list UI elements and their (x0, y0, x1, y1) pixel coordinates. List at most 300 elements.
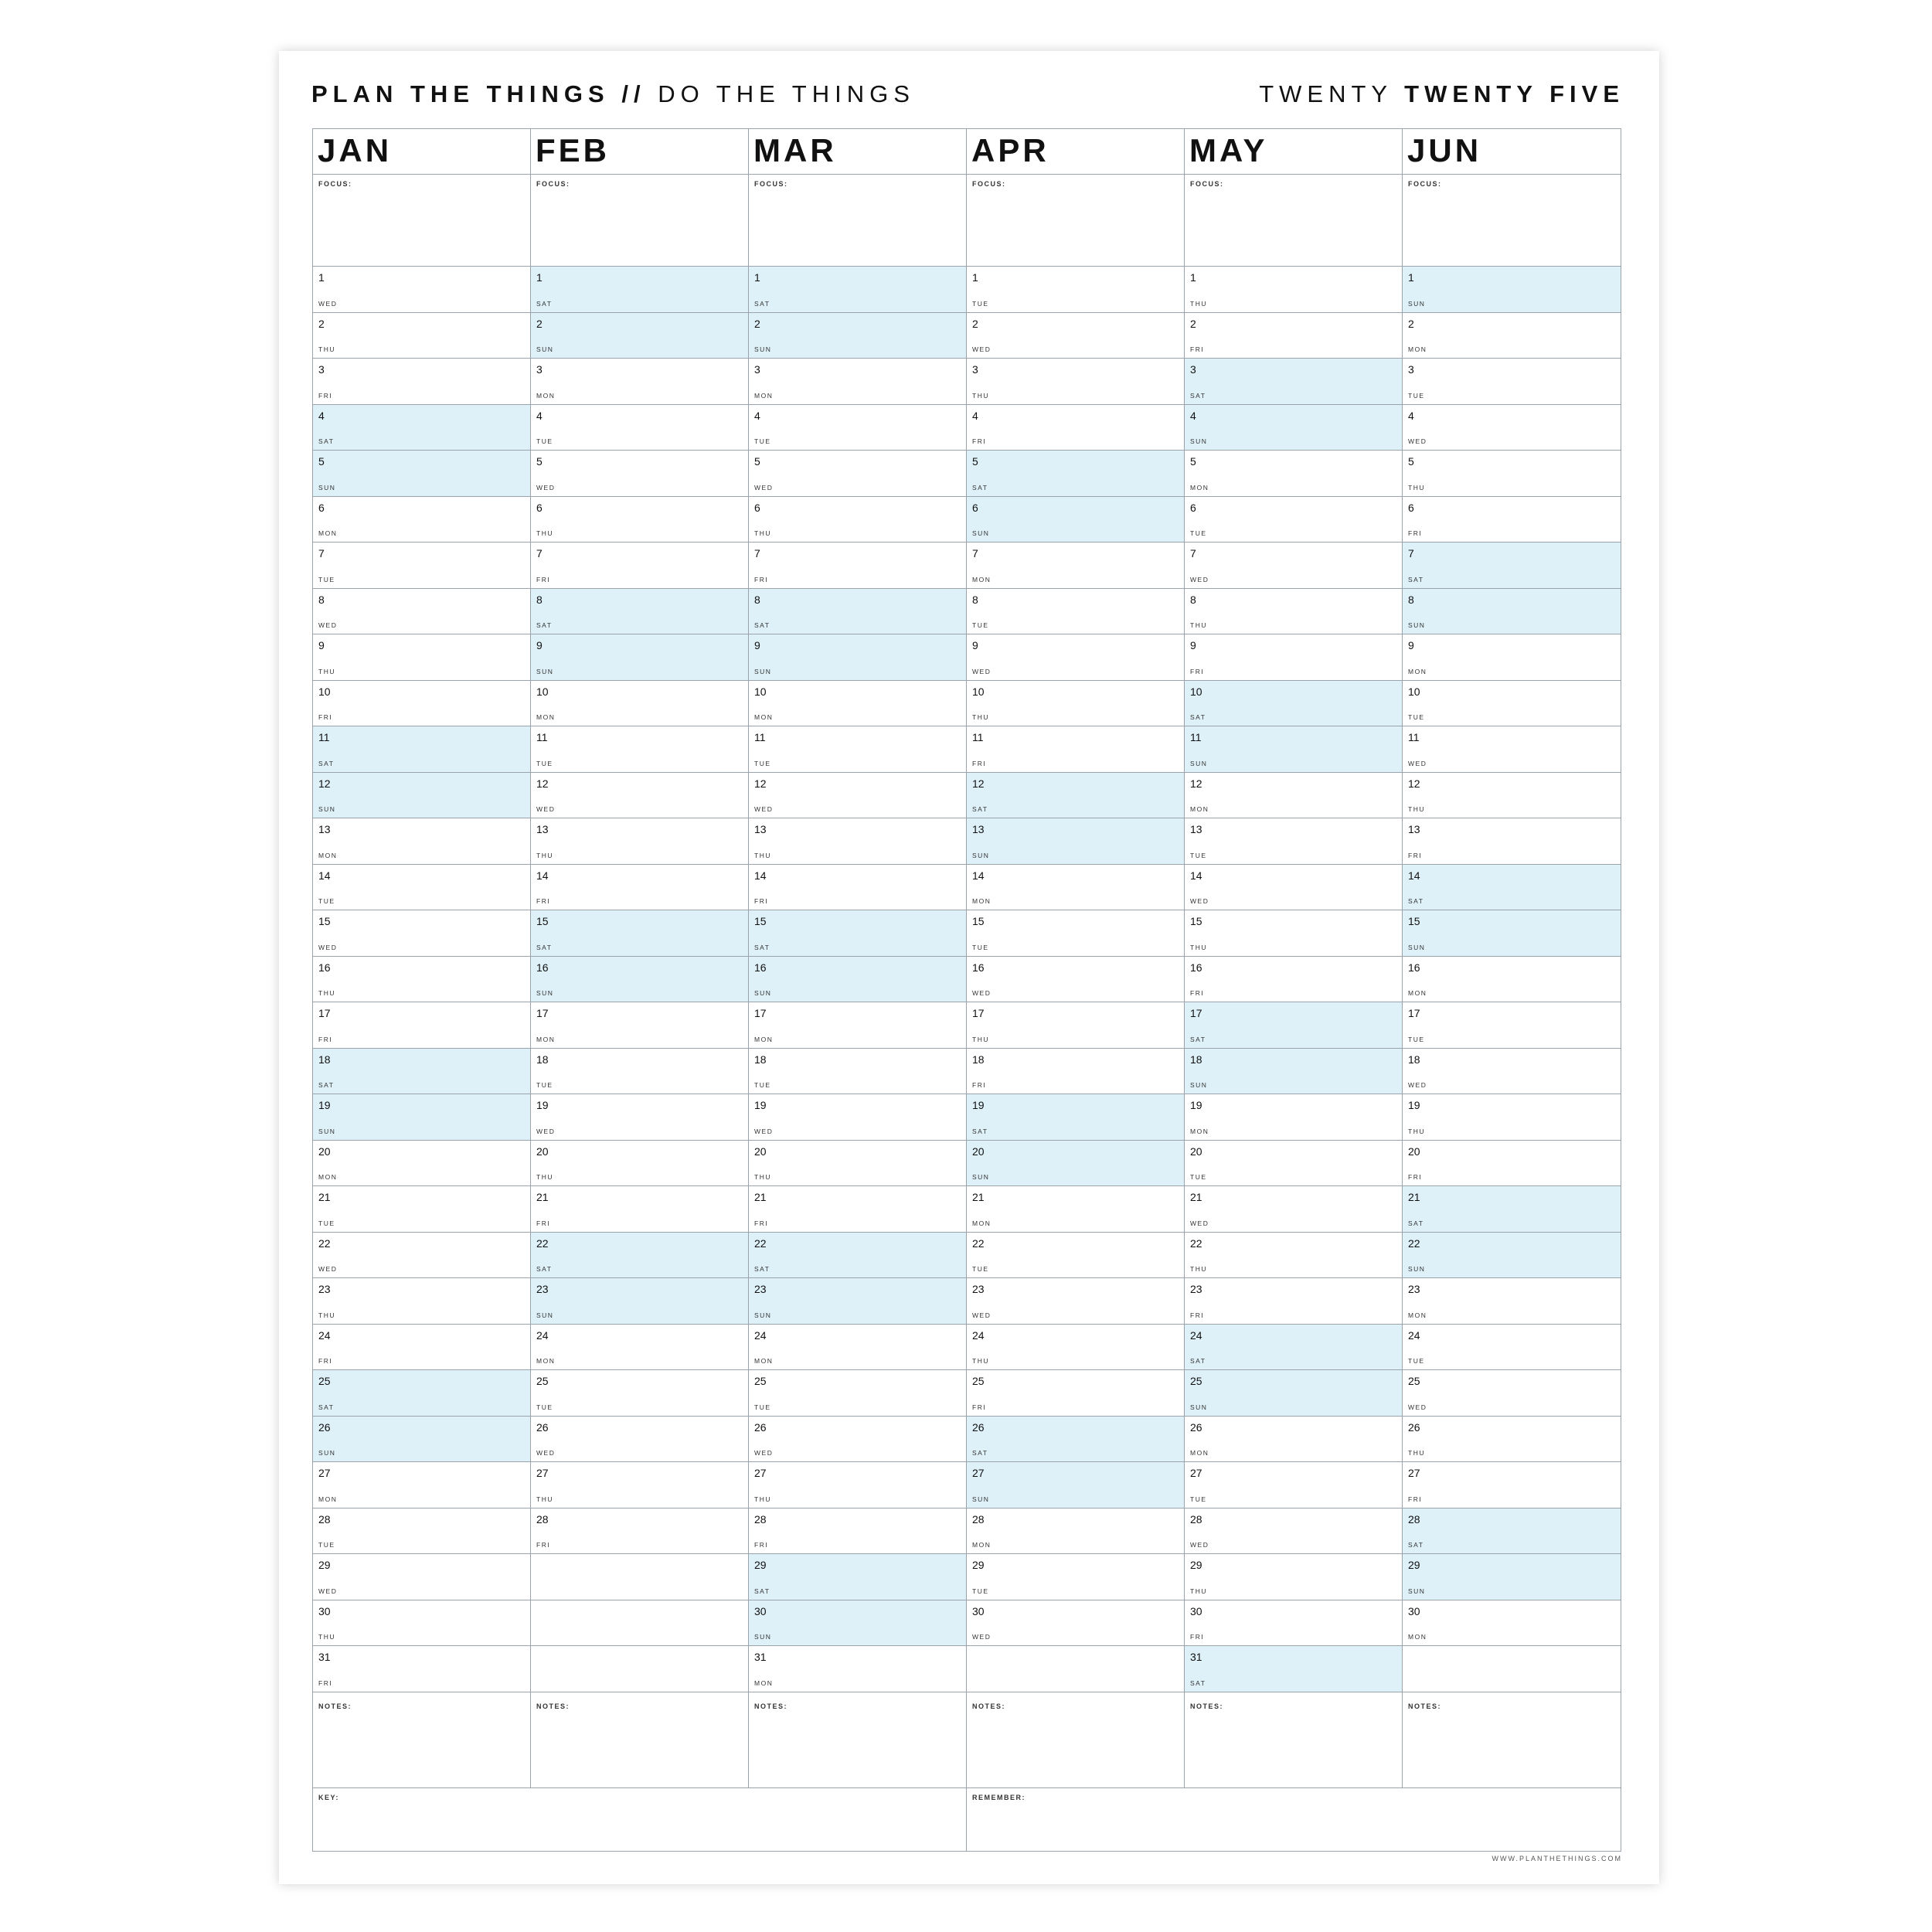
day-cell[interactable] (531, 1233, 748, 1279)
day-cell[interactable] (967, 1233, 1184, 1279)
day-cell[interactable] (967, 359, 1184, 405)
day-number: 26 (318, 1420, 331, 1434)
day-cell[interactable] (967, 726, 1184, 773)
notes-label: NOTES: (318, 1702, 352, 1710)
day-cell[interactable] (749, 1002, 966, 1049)
day-cell[interactable] (313, 1325, 530, 1371)
day-number: 13 (536, 823, 549, 835)
day-number: 9 (1190, 639, 1196, 651)
day-cell[interactable] (749, 1278, 966, 1325)
day-of-week: FRI (754, 1541, 769, 1549)
day-cell[interactable] (1185, 405, 1402, 451)
focus-box[interactable] (313, 175, 530, 267)
day-cell[interactable] (313, 1094, 530, 1141)
day-of-week: THU (1408, 483, 1425, 492)
day-number: 10 (754, 685, 767, 698)
day-number: 11 (754, 731, 766, 743)
day-of-week: SUN (318, 1449, 336, 1457)
day-cell[interactable] (749, 1554, 966, 1600)
day-cell[interactable] (1403, 1370, 1621, 1417)
day-cell[interactable] (1185, 1370, 1402, 1417)
day-cell[interactable] (313, 405, 530, 451)
day-number: 26 (972, 1420, 985, 1434)
day-of-week: WED (972, 345, 992, 353)
day-cell[interactable] (1185, 1233, 1402, 1279)
day-number: 11 (1190, 731, 1202, 743)
day-of-week: TUE (1408, 713, 1425, 721)
day-cell[interactable] (1403, 1186, 1621, 1233)
day-cell[interactable] (1403, 1417, 1621, 1463)
day-cell[interactable] (313, 359, 530, 405)
day-cell[interactable] (313, 1646, 530, 1692)
day-cell[interactable] (1185, 957, 1402, 1003)
day-of-week: MON (536, 1035, 556, 1043)
day-cell[interactable] (531, 589, 748, 635)
day-cell[interactable] (967, 1049, 1184, 1095)
wall-planner-poster (279, 51, 1659, 1884)
day-cell[interactable] (749, 910, 966, 957)
day-number: 22 (318, 1236, 331, 1250)
day-cell[interactable] (313, 1233, 530, 1279)
day-number: 14 (1408, 869, 1420, 882)
day-of-week: THU (318, 345, 335, 353)
day-cell[interactable] (749, 1417, 966, 1463)
day-cell[interactable] (313, 1186, 530, 1233)
day-number: 30 (318, 1604, 331, 1617)
day-of-week: TUE (972, 1265, 989, 1273)
day-of-week: TUE (536, 759, 553, 767)
day-cell[interactable] (967, 313, 1184, 359)
day-cell[interactable] (313, 267, 530, 313)
day-cell[interactable] (1403, 497, 1621, 543)
day-number: 2 (536, 317, 543, 330)
day-cell[interactable] (967, 865, 1184, 911)
day-of-week: FRI (1190, 1633, 1205, 1641)
day-cell[interactable] (1403, 405, 1621, 451)
day-cell[interactable] (531, 1325, 748, 1371)
day-cell[interactable] (531, 773, 748, 819)
day-cell[interactable] (531, 359, 748, 405)
day-cell[interactable] (967, 405, 1184, 451)
day-number: 14 (536, 869, 549, 882)
day-number: 3 (972, 363, 978, 376)
day-cell[interactable] (967, 497, 1184, 543)
day-of-week: MON (754, 1035, 774, 1043)
day-cell[interactable] (1403, 451, 1621, 497)
day-of-week: WED (536, 483, 556, 492)
day-cell[interactable] (749, 1094, 966, 1141)
day-cell[interactable] (313, 313, 530, 359)
focus-label: FOCUS: (1408, 180, 1442, 188)
day-of-week: SUN (1408, 299, 1426, 308)
day-cell[interactable] (313, 1370, 530, 1417)
day-of-week: THU (318, 1633, 335, 1641)
day-cell[interactable] (531, 267, 748, 313)
day-cell[interactable] (313, 726, 530, 773)
day-cell[interactable] (1185, 543, 1402, 589)
notes-box[interactable] (749, 1697, 967, 1788)
day-cell[interactable] (749, 681, 966, 727)
day-of-week: MON (1408, 345, 1427, 353)
day-cell[interactable] (749, 497, 966, 543)
day-cell[interactable] (1185, 910, 1402, 957)
day-of-week: TUE (972, 943, 989, 951)
day-number: 10 (972, 685, 985, 698)
day-cell[interactable] (749, 1141, 966, 1187)
day-of-week: SUN (1190, 759, 1208, 767)
day-cell[interactable] (749, 1509, 966, 1555)
day-cell[interactable] (1185, 1600, 1402, 1647)
day-number: 20 (1408, 1145, 1420, 1158)
month-column (967, 129, 1185, 1697)
day-cell[interactable] (1403, 865, 1621, 911)
month-name: JUN (1407, 132, 1482, 168)
notes-box[interactable] (313, 1697, 531, 1788)
day-cell[interactable] (749, 589, 966, 635)
day-cell[interactable] (749, 634, 966, 681)
month-column (313, 129, 531, 1697)
day-cell[interactable] (531, 634, 748, 681)
day-cell[interactable] (1403, 1509, 1621, 1555)
day-of-week: WED (1408, 1081, 1427, 1089)
notes-box[interactable] (967, 1697, 1185, 1788)
day-cell[interactable] (749, 359, 966, 405)
day-cell[interactable] (531, 543, 748, 589)
planner-tagline (311, 80, 915, 108)
day-cell[interactable] (313, 1600, 530, 1647)
day-cell[interactable] (1185, 1186, 1402, 1233)
day-cell[interactable] (1185, 1417, 1402, 1463)
day-cell[interactable] (967, 910, 1184, 957)
day-cell[interactable] (967, 818, 1184, 865)
day-cell[interactable] (1403, 726, 1621, 773)
day-of-week: THU (536, 1173, 553, 1181)
day-cell[interactable] (1185, 818, 1402, 865)
day-number: 19 (318, 1099, 331, 1111)
day-cell[interactable] (1403, 589, 1621, 635)
day-cell[interactable] (967, 1462, 1184, 1509)
day-number: 13 (972, 823, 985, 835)
day-cell[interactable] (967, 1325, 1184, 1371)
day-cell[interactable] (749, 1600, 966, 1647)
day-cell[interactable] (1185, 359, 1402, 405)
day-cell[interactable] (531, 1462, 748, 1509)
day-of-week: FRI (318, 1035, 333, 1043)
day-cell[interactable] (967, 681, 1184, 727)
day-cell[interactable] (1403, 1049, 1621, 1095)
day-cell[interactable] (1185, 1462, 1402, 1509)
notes-label: NOTES: (754, 1702, 788, 1710)
day-cell[interactable] (749, 957, 966, 1003)
day-number: 21 (318, 1191, 331, 1203)
day-cell[interactable] (1185, 497, 1402, 543)
day-cell[interactable] (967, 451, 1184, 497)
day-cell[interactable] (313, 1002, 530, 1049)
day-cell[interactable] (531, 1509, 748, 1555)
month-name: APR (971, 132, 1049, 168)
day-of-week: SUN (754, 345, 772, 353)
day-of-week: TUE (1190, 1495, 1207, 1503)
day-number: 27 (972, 1467, 985, 1479)
day-cell[interactable] (313, 1417, 530, 1463)
day-cell[interactable] (1403, 313, 1621, 359)
day-of-week: TUE (754, 1081, 771, 1089)
day-of-week: SUN (318, 805, 336, 813)
day-of-week: WED (318, 1265, 338, 1273)
day-cell[interactable] (1403, 1600, 1621, 1647)
day-number: 29 (1408, 1559, 1420, 1571)
day-cell[interactable] (1185, 1325, 1402, 1371)
day-cell[interactable] (1185, 1141, 1402, 1187)
day-cell[interactable] (749, 865, 966, 911)
day-cell[interactable] (967, 1509, 1184, 1555)
day-number: 29 (318, 1559, 331, 1571)
focus-box[interactable] (967, 175, 1184, 267)
day-cell[interactable] (1185, 865, 1402, 911)
day-of-week: THU (972, 1357, 989, 1365)
day-cell[interactable] (531, 1094, 748, 1141)
day-cell[interactable] (1403, 359, 1621, 405)
day-number: 22 (536, 1236, 549, 1250)
day-cell[interactable] (1403, 543, 1621, 589)
notes-box[interactable] (1403, 1697, 1621, 1788)
focus-box[interactable] (1403, 175, 1621, 267)
day-number: 25 (536, 1375, 549, 1387)
day-cell[interactable] (749, 405, 966, 451)
day-cell[interactable] (531, 865, 748, 911)
day-number: 5 (754, 455, 760, 468)
day-of-week: SAT (1408, 897, 1424, 905)
notes-box[interactable] (531, 1697, 749, 1788)
day-number: 30 (1190, 1604, 1202, 1617)
day-number: 26 (536, 1420, 549, 1434)
day-cell[interactable] (1185, 773, 1402, 819)
day-cell[interactable] (313, 589, 530, 635)
day-cell[interactable] (749, 818, 966, 865)
day-of-week: WED (972, 667, 992, 675)
day-cell[interactable] (967, 773, 1184, 819)
day-cell[interactable] (1185, 1509, 1402, 1555)
day-of-week: TUE (318, 1541, 335, 1549)
day-cell[interactable] (1403, 267, 1621, 313)
day-cell[interactable] (749, 313, 966, 359)
day-cell[interactable] (1403, 1233, 1621, 1279)
day-cell[interactable] (967, 1600, 1184, 1647)
day-cell[interactable] (1185, 1002, 1402, 1049)
day-cell[interactable] (313, 818, 530, 865)
day-cell[interactable] (1185, 267, 1402, 313)
day-of-week: SAT (972, 805, 988, 813)
day-cell[interactable] (749, 1186, 966, 1233)
day-cell[interactable] (313, 910, 530, 957)
focus-box[interactable] (531, 175, 748, 267)
day-of-week: SAT (972, 483, 988, 492)
day-cell[interactable] (967, 1370, 1184, 1417)
day-cell[interactable] (313, 865, 530, 911)
day-cell[interactable] (531, 497, 748, 543)
planner-year (1259, 80, 1624, 108)
day-number: 12 (536, 777, 549, 790)
day-cell[interactable] (531, 681, 748, 727)
day-cell[interactable] (313, 497, 530, 543)
day-cell[interactable] (531, 313, 748, 359)
day-of-week: WED (1408, 1403, 1427, 1411)
day-number: 23 (536, 1283, 549, 1295)
month-header (967, 129, 1184, 175)
day-cell[interactable] (967, 634, 1184, 681)
day-cell[interactable] (1185, 726, 1402, 773)
day-cell[interactable] (967, 1554, 1184, 1600)
day-cell[interactable] (1403, 1141, 1621, 1187)
day-of-week: MON (318, 1173, 338, 1181)
day-cell[interactable] (1403, 1094, 1621, 1141)
remember-box[interactable] (967, 1788, 1621, 1851)
day-cell[interactable] (531, 957, 748, 1003)
day-cell[interactable] (749, 267, 966, 313)
day-cell[interactable] (749, 451, 966, 497)
day-cell[interactable] (1403, 910, 1621, 957)
key-box[interactable] (313, 1788, 967, 1851)
day-cell[interactable] (313, 543, 530, 589)
day-cell[interactable] (1403, 634, 1621, 681)
day-cell[interactable] (1185, 451, 1402, 497)
day-number: 22 (972, 1236, 985, 1250)
day-of-week: SUN (1408, 943, 1426, 951)
day-cell[interactable] (1185, 1554, 1402, 1600)
day-of-week: TUE (972, 299, 989, 308)
day-cell[interactable] (967, 589, 1184, 635)
day-cell[interactable] (313, 634, 530, 681)
day-cell[interactable] (1403, 818, 1621, 865)
day-cell[interactable] (749, 726, 966, 773)
day-cell[interactable] (1185, 1049, 1402, 1095)
day-of-week: WED (1408, 437, 1427, 445)
day-of-week: WED (972, 1311, 992, 1319)
day-cell[interactable] (313, 1462, 530, 1509)
day-cell[interactable] (1403, 1325, 1621, 1371)
day-cell[interactable] (313, 1554, 530, 1600)
day-cell[interactable] (749, 1462, 966, 1509)
day-cell[interactable] (1185, 313, 1402, 359)
day-of-week: TUE (972, 621, 989, 629)
day-of-week: WED (318, 621, 338, 629)
day-number: 20 (754, 1145, 767, 1158)
day-cell[interactable] (1185, 1094, 1402, 1141)
day-cell[interactable] (967, 1094, 1184, 1141)
day-cell[interactable] (1185, 634, 1402, 681)
day-cell[interactable] (1185, 1646, 1402, 1692)
day-cell[interactable] (531, 1186, 748, 1233)
day-cell[interactable] (967, 543, 1184, 589)
day-number: 8 (1190, 593, 1196, 606)
day-number: 18 (1190, 1053, 1202, 1066)
day-cell[interactable] (749, 1646, 966, 1692)
day-cell[interactable] (967, 1002, 1184, 1049)
day-cell[interactable] (967, 1186, 1184, 1233)
day-cell[interactable] (531, 910, 748, 957)
day-cell[interactable] (531, 1370, 748, 1417)
day-of-week: SUN (1190, 1081, 1208, 1089)
notes-box[interactable] (1185, 1697, 1403, 1788)
day-number: 7 (318, 547, 325, 560)
day-cell[interactable] (1403, 1002, 1621, 1049)
day-of-week: SAT (754, 621, 770, 629)
day-cell[interactable] (1185, 681, 1402, 727)
focus-box[interactable] (1185, 175, 1402, 267)
day-cell[interactable] (313, 773, 530, 819)
day-cell[interactable] (313, 681, 530, 727)
day-cell[interactable] (967, 1278, 1184, 1325)
day-cell[interactable] (749, 1370, 966, 1417)
day-number: 4 (972, 409, 978, 422)
day-cell[interactable] (1403, 773, 1621, 819)
day-of-week: SUN (972, 529, 990, 537)
day-cell[interactable] (749, 1049, 966, 1095)
day-cell[interactable] (531, 451, 748, 497)
day-cell[interactable] (313, 1509, 530, 1555)
day-cell[interactable] (1403, 1278, 1621, 1325)
day-number: 27 (318, 1467, 331, 1479)
day-of-week: SAT (536, 621, 553, 629)
day-cell[interactable] (313, 1141, 530, 1187)
day-cell[interactable] (749, 543, 966, 589)
day-cell[interactable] (1185, 1278, 1402, 1325)
day-of-week: FRI (536, 897, 551, 905)
empty-day-cell (531, 1600, 748, 1647)
day-cell[interactable] (749, 773, 966, 819)
day-cell[interactable] (531, 1278, 748, 1325)
focus-box[interactable] (749, 175, 966, 267)
day-cell[interactable] (531, 1141, 748, 1187)
day-cell[interactable] (1403, 1554, 1621, 1600)
day-of-week: MON (536, 1357, 556, 1365)
day-cell[interactable] (313, 451, 530, 497)
day-cell[interactable] (531, 1049, 748, 1095)
month-name: JAN (318, 132, 393, 168)
day-cell[interactable] (967, 1417, 1184, 1463)
day-number: 15 (972, 915, 985, 927)
day-cell[interactable] (531, 1002, 748, 1049)
day-number: 14 (754, 869, 767, 882)
day-cell[interactable] (313, 1049, 530, 1095)
day-cell[interactable] (1403, 681, 1621, 727)
day-cell[interactable] (313, 957, 530, 1003)
day-cell[interactable] (749, 1325, 966, 1371)
day-cell[interactable] (1185, 589, 1402, 635)
day-number: 10 (1190, 685, 1202, 698)
day-cell[interactable] (967, 957, 1184, 1003)
day-cell[interactable] (1403, 1462, 1621, 1509)
day-cell[interactable] (967, 1141, 1184, 1187)
day-number: 6 (754, 501, 760, 514)
day-number: 26 (754, 1420, 767, 1434)
day-of-week: THU (972, 1035, 989, 1043)
month-column (531, 129, 749, 1697)
day-cell[interactable] (531, 818, 748, 865)
day-number: 26 (1408, 1420, 1420, 1434)
day-number: 31 (318, 1651, 331, 1663)
day-cell[interactable] (531, 1417, 748, 1463)
day-cell[interactable] (313, 1278, 530, 1325)
day-of-week: THU (536, 1495, 553, 1503)
day-cell[interactable] (531, 405, 748, 451)
day-cell[interactable] (749, 1233, 966, 1279)
day-number: 22 (1190, 1236, 1202, 1250)
day-cell[interactable] (531, 726, 748, 773)
day-cell[interactable] (1403, 957, 1621, 1003)
day-number: 23 (1190, 1283, 1202, 1295)
day-cell[interactable] (967, 267, 1184, 313)
